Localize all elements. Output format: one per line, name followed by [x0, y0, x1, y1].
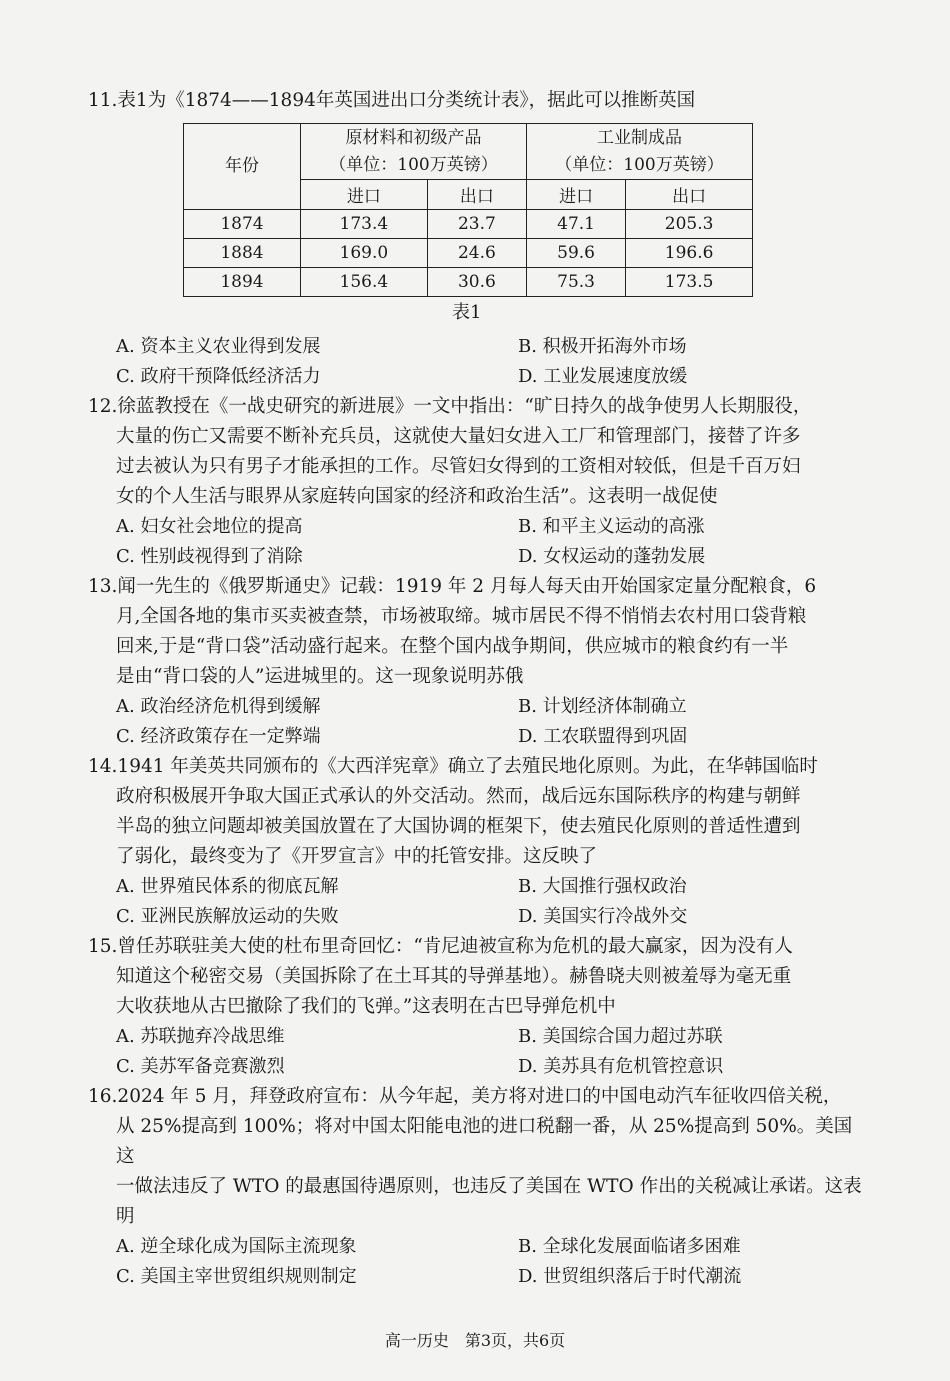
- table-cell: 205.3: [626, 210, 753, 239]
- option-a[interactable]: A. 世界殖民体系的彻底瓦解: [116, 876, 339, 897]
- table-header-import: 进口: [526, 180, 625, 210]
- option-b[interactable]: B. 全球化发展面临诸多困难: [518, 1236, 741, 1257]
- question-16: [88, 1082, 868, 1292]
- table-header-raw-materials-unit: （单位：100万英镑）: [329, 154, 498, 175]
- option-a[interactable]: A. 资本主义农业得到发展: [116, 336, 321, 357]
- option-d[interactable]: D. 女权运动的蓬勃发展: [518, 546, 706, 567]
- question-12: [88, 392, 868, 572]
- table-cell-year: 1884: [184, 239, 301, 268]
- option-a[interactable]: A. 政治经济危机得到缓解: [116, 696, 321, 717]
- option-b[interactable]: B. 大国推行强权政治: [518, 876, 687, 897]
- option-d[interactable]: D. 世贸组织落后于时代潮流: [518, 1266, 742, 1287]
- option-c[interactable]: C. 美苏军备竞赛激烈: [116, 1056, 285, 1077]
- table-cell: 59.6: [526, 239, 625, 268]
- question-14: [88, 752, 868, 932]
- question-13: [88, 572, 868, 752]
- option-a[interactable]: A. 妇女社会地位的提高: [116, 516, 303, 537]
- option-c[interactable]: C. 性别歧视得到了消除: [116, 546, 303, 567]
- table-cell: 156.4: [301, 268, 428, 297]
- question-12-line: 12.徐蓝教授在《一战史研究的新进展》一文中指出：“旷日持久的战争使男人长期服役，: [88, 396, 812, 417]
- question-16-line: 从 25%提高到 100%；将对中国太阳能电池的进口税翻一番，从 25%提高到 50%。美国这: [116, 1116, 853, 1167]
- table-header-year: 年份: [184, 124, 301, 210]
- table-header-manufactured: [526, 124, 752, 180]
- table-row: [184, 268, 753, 297]
- question-15: [88, 932, 868, 1082]
- table-header-import: 进口: [301, 180, 428, 210]
- table-row: [184, 210, 753, 239]
- table-cell-year: 1894: [184, 268, 301, 297]
- table-row: [184, 239, 753, 268]
- table-cell: 173.5: [626, 268, 753, 297]
- question-13-line: 月,全国各地的集市买卖被查禁，市场被取缔。城市居民不得不悄悄去农村用口袋背粮: [116, 606, 807, 627]
- table-header-raw-materials: [301, 124, 527, 180]
- table-cell: 23.7: [427, 210, 526, 239]
- table-cell: 47.1: [526, 210, 625, 239]
- option-b[interactable]: B. 计划经济体制确立: [518, 696, 687, 717]
- option-c[interactable]: C. 经济政策存在一定弊端: [116, 726, 321, 747]
- option-d[interactable]: D. 工业发展速度放缓: [518, 366, 688, 387]
- question-13-line: 13.闻一先生的《俄罗斯通史》记载：1919 年 2 月每人每天由开始国家定量分配粮食，6: [88, 576, 817, 597]
- question-12-line: 过去被认为只有男子才能承担的工作。尽管妇女得到的工资相对较低，但是千百万妇: [116, 456, 801, 477]
- table-cell: 196.6: [626, 239, 753, 268]
- table-header-export: 出口: [427, 180, 526, 210]
- option-c[interactable]: C. 美国主宰世贸组织规则制定: [116, 1266, 357, 1287]
- question-14-line: 半岛的独立问题却被美国放置在了大国协调的框架下，使去殖民化原则的普适性遭到: [116, 816, 801, 837]
- question-11-stem: 11.表1为《1874——1894年英国进出口分类统计表》，据此可以推断英国: [88, 90, 696, 111]
- question-15-line: 15.曾任苏联驻美大使的杜布里奇回忆：“肯尼迪被宣称为危机的最大赢家，因为没有人: [88, 936, 793, 957]
- option-b[interactable]: B. 积极开拓海外市场: [518, 336, 687, 357]
- option-d[interactable]: D. 工农联盟得到巩固: [518, 726, 688, 747]
- question-11-options: [88, 332, 868, 392]
- question-14-line: 政府积极展开争取大国正式承认的外交活动。然而，战后远东国际秩序的构建与朝鲜: [116, 786, 801, 807]
- option-b[interactable]: B. 和平主义运动的高涨: [518, 516, 705, 537]
- question-13-line: 是由“背口袋的人”运进城里的。这一现象说明苏俄: [116, 666, 524, 687]
- page-footer: 高一历史 第3页，共6页: [384, 1331, 566, 1350]
- question-12-line: 大量的伤亡又需要不断补充兵员，这就使大量妇女进入工厂和管理部门，接替了许多: [116, 426, 801, 447]
- question-13-line: 回来,于是“背口袋”活动盛行起来。在整个国内战争期间，供应城市的粮食约有一半: [116, 636, 789, 657]
- option-c[interactable]: C. 政府干预降低经济活力: [116, 366, 321, 387]
- table-cell: 75.3: [526, 268, 625, 297]
- table-header-manufactured-title: 工业制成品: [596, 127, 682, 148]
- question-16-line: 16.2024 年 5 月，拜登政府宣布：从今年起，美方将对进口的中国电动汽车征收四倍关税，: [88, 1086, 842, 1107]
- table-header-manufactured-unit: （单位：100万英镑）: [555, 154, 724, 175]
- question-15-line: 知道这个秘密交易（美国拆除了在土耳其的导弹基地）。赫鲁晓夫则被羞辱为毫无重: [116, 966, 792, 987]
- option-b[interactable]: B. 美国综合国力超过苏联: [518, 1026, 723, 1047]
- question-12-line: 女的个人生活与眼界从家庭转向国家的经济和政治生活”。这表明一战促使: [116, 486, 718, 507]
- table-cell: 173.4: [301, 210, 428, 239]
- question-16-line: 一做法违反了 WTO 的最惠国待遇原则，也违反了美国在 WTO 作出的关税减让承诺。这表明: [116, 1176, 862, 1227]
- option-d[interactable]: D. 美国实行冷战外交: [518, 906, 688, 927]
- table-cell: 30.6: [427, 268, 526, 297]
- table-cell-year: 1874: [184, 210, 301, 239]
- option-d[interactable]: D. 美苏具有危机管控意识: [518, 1056, 724, 1077]
- trade-stats-table: [183, 123, 753, 297]
- table-header-export: 出口: [626, 180, 753, 210]
- table-header-raw-materials-title: 原材料和初级产品: [345, 127, 482, 148]
- option-c[interactable]: C. 亚洲民族解放运动的失败: [116, 906, 339, 927]
- table-caption: 表1: [452, 302, 482, 323]
- question-11: [88, 86, 868, 116]
- question-14-line: 了弱化，最终变为了《开罗宣言》中的托管安排。这反映了: [116, 846, 598, 867]
- option-a[interactable]: A. 逆全球化成为国际主流现象: [116, 1236, 357, 1257]
- table-cell: 24.6: [427, 239, 526, 268]
- option-a[interactable]: A. 苏联抛弃冷战思维: [116, 1026, 285, 1047]
- question-14-line: 14.1941 年美英共同颁布的《大西洋宪章》确立了去殖民地化原则。为此，在华韩国临时: [88, 756, 818, 777]
- question-15-line: 大收获地从古巴撤除了我们的飞弹。”这表明在古巴导弹危机中: [116, 996, 616, 1017]
- table-cell: 169.0: [301, 239, 428, 268]
